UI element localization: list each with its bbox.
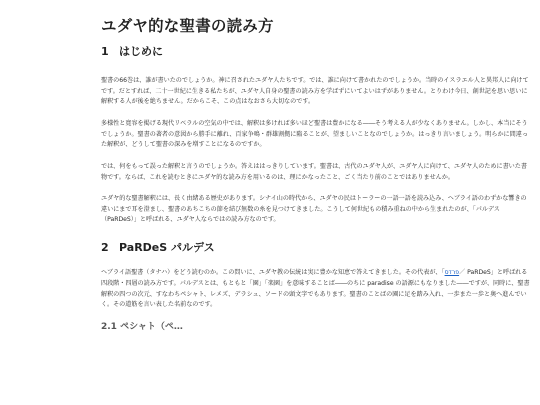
paragraph — [101, 268, 531, 311]
section-heading-1 — [101, 44, 531, 60]
paragraph: では、何をもって誤った解釈と言うのでしょうか。答えははっきりしています。聖書は、古代のユダヤ人が、ユダヤ人に向けて、ユダヤ人のために書いた書物です。ならば、これを読むときにユダヤ的な読み方を用いるのは、理にかなったこと、ごく当たり前のことではありませんか。 — [101, 162, 527, 181]
paragraph: 聖書の66巻は、誰が書いたのでしょうか。神に召されたユダヤ人たちです。では、誰に向けて書かれたのでしょうか。当時のイスラエル人と異邦人に向けてです。だとすれば、二十一世紀に生きる私たちが、ユダヤ人自身の聖書の読み方を学ばずにいてよいはずがありません。とりわけ今日、創世記を思い思いに解釈する人が後を絶ちません。だからこそ、この点はなおさら大切なのです。 — [101, 77, 529, 106]
paragraph: 多様性と寛容を掲げる現代リベラルの空気の中では、解釈は多ければ多いほど聖書は豊かになる――そう考える人が少なくありません。しかし、本当にそうでしょうか。聖書の著者の意図から勝手に離れ、百家争鳴・群雄割拠に陥ることが、望ましいことなのでしょうか。はっきり言いましょう。明らかに間違った解釈が、どうして聖書の深みを増すことになるのですか。 — [101, 119, 528, 149]
pardes-hebrew-link[interactable]: פרדס — [444, 269, 460, 277]
section-number: 1 — [101, 45, 109, 58]
page-title: ユダヤ的な聖書の読み方 — [101, 17, 274, 35]
article — [101, 14, 531, 335]
subsection-heading: 2.1 ペシャト（ペ… — [101, 321, 183, 332]
paragraph-text: ／ PaRDeS」と呼ばれる四段階・四層の読み方です。パルデスとは、もともと「園」「楽園」を意味することば――のちに paradise の語源にもなりました――ですが、同時に、聖書解釈の四つの次元、すなわちペシャト、レメズ、デラシュ、ソードの頭文字でもあります。聖書のことばの園に足を踏み入れ、一歩また一歩と奥へ進んでいく。その道筋を言い表した名前なのです。 — [101, 269, 530, 309]
section-title: PaRDeS パルデス — [119, 241, 215, 255]
paragraph-text: ヘブライ語聖書（タナハ）をどう読むのか。この問いに、ユダヤ教の伝統は実に豊かな知恵で答えてきました。その代表が、「 — [101, 269, 445, 277]
paragraph: ユダヤ的な聖書解釈には、長く由緒ある歴史があります。シナイ山の時代から、ユダヤの民はトーラーの一語一語を読み込み、ヘブライ語のわずかな響きの違いにまで耳を澄まし、聖書のあちこちの節を結び無数の糸を見つけてきました。こうして何世紀もの積み重ねの中から生まれたのが、「パルデス（PaRDeS）」と呼ばれる、ユダヤ人ならではの読み方なのです。 — [101, 195, 527, 224]
section-number: 2 — [101, 241, 109, 255]
section-title: はじめに — [119, 45, 163, 58]
section-heading-2 — [101, 240, 531, 256]
